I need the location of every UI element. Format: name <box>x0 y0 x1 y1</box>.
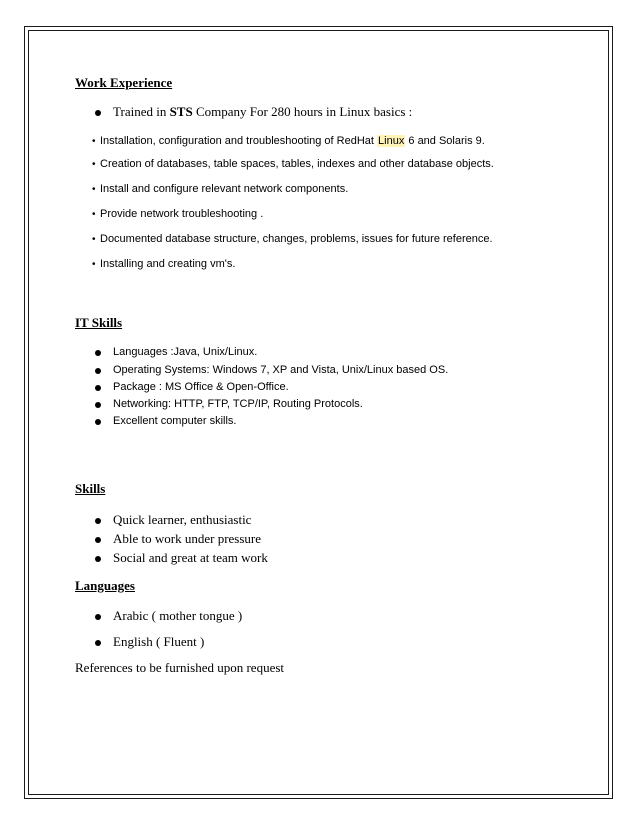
small-bullet-icon: • <box>92 184 96 195</box>
small-bullet-icon: • <box>92 209 96 220</box>
it-skill-item: Package : MS Office & Open-Office. <box>113 381 289 393</box>
skills-heading: Skills <box>75 481 106 496</box>
work-item: Install and configure relevant network components. <box>100 183 349 195</box>
skill-item: Quick learner, enthusiastic <box>113 512 252 527</box>
skill-item: Social and great at team work <box>113 550 268 565</box>
small-bullet-icon: • <box>92 136 96 147</box>
install-text-highlight: Linux <box>378 135 405 147</box>
trained-line <box>113 104 412 120</box>
bullet-icon <box>95 385 101 391</box>
small-bullet-icon: • <box>92 159 96 170</box>
small-bullet-icon: • <box>92 234 96 245</box>
bullet-icon <box>95 556 101 562</box>
it-skills-heading: IT Skills <box>75 315 123 330</box>
work-item: Provide network troubleshooting . <box>100 208 264 220</box>
skill-item: Able to work under pressure <box>113 531 262 546</box>
language-item: English ( Fluent ) <box>113 634 205 649</box>
bullet-icon <box>95 419 101 425</box>
install-text-after: 6 and Solaris 9. <box>408 135 485 147</box>
work-experience-heading: Work Experience <box>75 75 173 90</box>
it-skill-item: Languages :Java, Unix/Linux. <box>113 346 258 358</box>
work-item: Creation of databases, table spaces, tables, indexes and other database objects. <box>100 158 494 170</box>
work-item-installation <box>100 135 485 147</box>
bullet-icon <box>95 350 101 356</box>
bullet-icon <box>95 537 101 543</box>
install-text-before: Installation, configuration and troubleshooting of RedHat <box>100 135 374 147</box>
trained-suffix: Company For 280 hours in Linux basics : <box>195 104 413 119</box>
bullet-icon <box>95 614 101 620</box>
trained-prefix: Trained in <box>113 104 167 119</box>
languages-heading: Languages <box>75 578 135 593</box>
bullet-icon <box>95 402 101 408</box>
bullet-icon <box>95 518 101 524</box>
work-item: Installing and creating vm's. <box>100 258 236 270</box>
work-item: Documented database structure, changes, problems, issues for future reference. <box>100 233 493 245</box>
small-bullet-icon: • <box>92 259 96 270</box>
it-skill-item: Networking: HTTP, FTP, TCP/IP, Routing Protocols. <box>113 398 363 410</box>
trained-company: STS <box>169 104 193 119</box>
it-skill-item: Excellent computer skills. <box>113 415 237 427</box>
bullet-icon <box>95 640 101 646</box>
bullet-icon <box>95 368 101 374</box>
language-item: Arabic ( mother tongue ) <box>113 608 243 623</box>
bullet-icon <box>95 110 101 116</box>
references-note: References to be furnished upon request <box>75 660 285 675</box>
it-skill-item: Operating Systems: Windows 7, XP and Vista, Unix/Linux based OS. <box>113 364 449 376</box>
